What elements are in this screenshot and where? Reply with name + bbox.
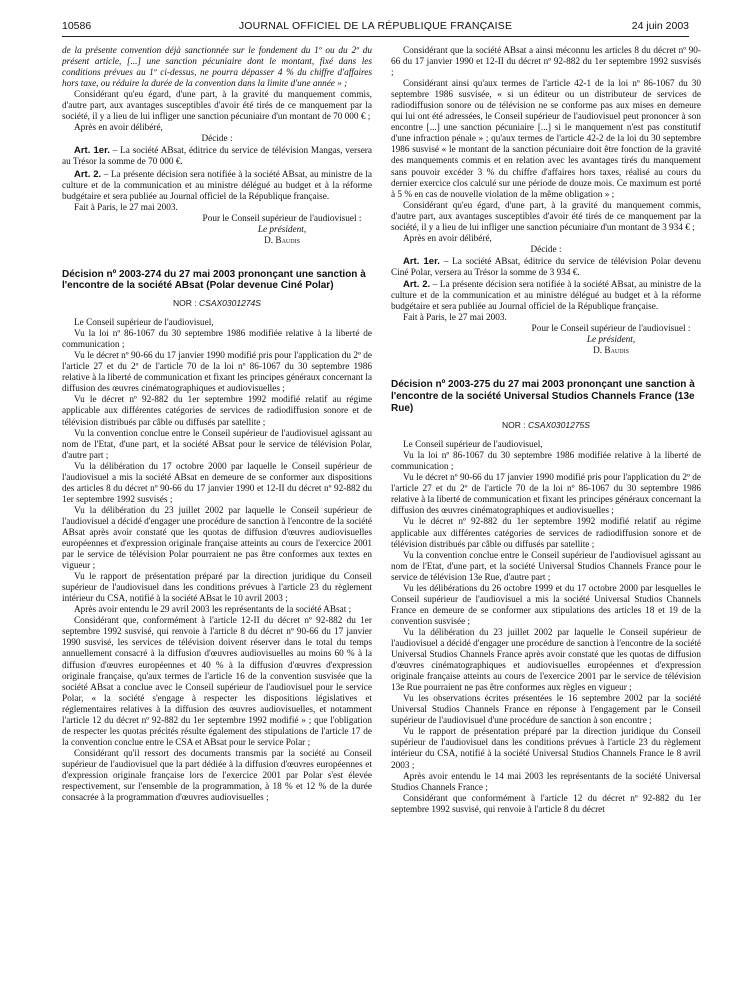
nor-reference	[62, 298, 372, 309]
paragraph: Vu la délibération du 23 juillet 2002 par laquelle le Conseil supérieur de l'audiovisuel a décidé d'engager une procédure de sanction à l'encontre de la société ABsat après avoir constaté que les quotas de diffusion d'œuvres audiovisuelles européennes et d'expression originale française atteints au cours de l'exercice 2001 par le service de télévision Polar pourraient ne pas être conformes aux textes en vigueur ;	[62, 505, 372, 572]
article-1	[391, 256, 701, 279]
header-rule	[62, 36, 689, 37]
nor-code: CSAX0301274S	[199, 298, 261, 309]
nor-code: CSAX0301275S	[528, 420, 590, 431]
article-label: Art. 2.	[74, 168, 102, 180]
nor-label: NOR :	[173, 298, 200, 309]
page-number: 10586	[62, 20, 92, 32]
paragraph: Après en avoir délibéré,	[74, 123, 163, 134]
signature-name: D. Baudis	[264, 235, 300, 246]
signature-title: Le président,	[257, 224, 307, 235]
paragraph: Considérant ainsi qu'aux termes de l'article 42-1 de la loi nº 86-1067 du 30 septembre 1986 susvisée, « si un éditeur ou un distributeur de services de radiodiffusion sonore ou de télévision ne se conforme pas aux mises en demeure qui lui ont été adressées, le Conseil supérieur de l'audiovisuel peut prononcer à son encontre [...] une sanction pécuniaire [...] si le manquement n'est pas constitutif d'une infraction pénale » ; qu'aux termes de l'article 42-2 de la loi du 30 septembre 1986 susvisé « le montant de la sanction pécuniaire doit être fonction de la gravité des manquements commis et en relation avec les avantages tirés du manquement sans pouvoir excéder 3 % du chiffre d'affaires hors taxes, réalisé au cours du dernier exercice clos calculé sur une période de douze mois. Ce maximum est porté à 5 % en cas de nouvelle violation de la même obligation » ;	[391, 79, 701, 200]
paragraph: Vu les délibérations du 26 octobre 1999 et du 17 octobre 2000 par lesquelles le Conseil supérieur de l'audiovisuel a mis la société Universal Studios Channels France en demeure de se conformer aux stipulations des articles 18 et 19 de la convention susvisée ;	[391, 583, 701, 627]
article-text: – La société ABsat, éditrice du service de télévision Mangas, versera au Trésor la somme de 70 000 €.	[62, 146, 372, 168]
decision-title: Décision nº 2003-274 du 27 mai 2003 prononçant une sanction à l'encontre de la société ABsat (Polar devenue Ciné Polar)	[62, 268, 366, 292]
paragraph: Considérant qu'eu égard, d'une part, à la gravité du manquement commis, d'autre part, aux avantages susceptibles d'avoir été tirés de ce manquement par la société, il y a lieu de lui infliger une sanction pécuniaire d'un montant de 3 934 € ;	[391, 200, 701, 233]
paragraph: Vu la loi nº 86-1067 du 30 septembre 1986 modifiée relative à la liberté de communication ;	[62, 329, 372, 351]
article-label: Art. 1er.	[74, 145, 110, 157]
signature-block	[192, 214, 372, 247]
done-at: Fait à Paris, le 27 mai 2003.	[74, 202, 178, 213]
signature-for: Pour le Conseil supérieur de l'audiovisuel :	[202, 213, 362, 224]
paragraph: Vu la délibération du 17 octobre 2000 par laquelle le Conseil supérieur de l'audiovisuel a mis la société ABsat en demeure de se conformer aux dispositions des articles 8 du décret nº 90-66 du 17 janvier 1990 et 12-II du décret nº 92-882 du 1er septembre 1992 susvisés ;	[62, 461, 372, 505]
article-text: – La société ABsat, éditrice du service de télévision Polar devenu Ciné Polar, versera au Trésor la somme de 3 934 €.	[391, 256, 701, 278]
paragraph: Le Conseil supérieur de l'audiovisuel,	[74, 318, 214, 329]
signature-block	[521, 324, 701, 357]
article-text: – La présente décision sera notifiée à la société ABsat, au ministre de la culture et de la communication et au ministre délégué au budget et à la réforme budgétaire et sera publiée au Journal officiel de la République française.	[62, 169, 372, 202]
paragraph: Considérant que, conformément à l'article 12-II du décret nº 92-882 du 1er septembre 1992 susvisé, qui renvoie à l'article 8 du décret nº 90-66 du 17 janvier 1990 susvisé, les services de télévision doivent réserver dans le total du temps annuellement consacré à la diffusion d'œuvres audiovisuelles au moins 60 % à la diffusion d'œuvres européennes et 40 % à la diffusion d'œuvres d'expression originale française, qu'aux termes de l'article 16 de la convention susvisée que la société ABsat a conclue avec le Conseil supérieur de l'audiovisuel pour le service Polar, « la société s'engage à respecter les dispositions législatives et réglementaires relatives à la diffusion des œuvres audiovisuelles, et notamment l'article 12 du décret nº 92-882 du 1er septembre 1992 modifié » ; que l'obligation de respecter les quotas précités résulte également des stipulations de l'article 17 de la convention conclue entre le CSA et ABsat pour le service Polar ;	[62, 616, 372, 748]
done-at: Fait à Paris, le 27 mai 2003.	[403, 313, 507, 324]
paragraph: Vu la loi nº 86-1067 du 30 septembre 1986 modifiée relative à la liberté de communication ;	[391, 451, 701, 473]
article-text: – La présente décision sera notifiée à la société ABsat, au ministre de la culture et de la communication et au ministre délégué au budget et à la réforme budgétaire et sera publiée au Journal officiel de la République française.	[391, 279, 701, 313]
signature-title: Le président,	[586, 335, 636, 346]
paragraph: Vu le décret nº 92-882 du 1er septembre 1992 modifié relatif au régime applicable aux différentes catégories de services de radiodiffusion sonore et de télévision distribués par câble ou diffusés par satellite ;	[391, 517, 701, 550]
right-column	[391, 46, 701, 981]
page-header	[62, 20, 689, 36]
journal-title: JOURNAL OFFICIEL DE LA RÉPUBLIQUE FRANÇAISE	[238, 20, 513, 32]
left-column	[62, 46, 372, 981]
paragraph: Considérant qu'il ressort des documents transmis par la société au Conseil supérieur de l'audiovisuel que la part dédiée à la diffusion d'œuvres européennes et d'expression originale française lors de l'exercice 2001 par Polar s'est élevée respectivement, sur l'ensemble de la programmation, à 18 % et 12 % de la durée consacrée à la programmation d'œuvres audiovisuelles ;	[62, 748, 372, 804]
paragraph: Vu la convention conclue entre le Conseil supérieur de l'audiovisuel agissant au nom de l'Etat, d'une part, et la société Universal Studios Channels France pour le service de télévision 13e Rue, d'autre part ;	[391, 550, 701, 583]
decide-heading: Décide :	[201, 134, 233, 145]
paragraph: Après en avoir délibéré,	[403, 233, 492, 244]
issue-date: 24 juin 2003	[631, 20, 689, 32]
signature-name: D. Baudis	[593, 346, 629, 357]
nor-reference	[391, 420, 701, 431]
paragraph: Vu la délibération du 23 juillet 2002 par laquelle le Conseil supérieur de l'audiovisuel a décidé d'engager une procédure de sanction à l'encontre de la société Universal Studios Channels France après avoir constaté que les quotas de diffusion d'œuvres cinématographiques et audiovisuelles européennes et d'expression originale française atteints au cours de l'exercice 2001 par le service de télévision 13e Rue pourraient ne pas être conformes aux règles en vigueur ;	[391, 627, 701, 694]
paragraph: Vu le décret nº 92-882 du 1er septembre 1992 modifié relatif au régime applicable aux différentes catégories de services de radiodiffusion sonore et de télévision distribués par câble ou diffusés par satellite ;	[62, 395, 372, 428]
nor-label: NOR :	[502, 420, 529, 431]
paragraph: Considérant qu'eu égard, d'une part, à la gravité du manquement commis, d'autre part, aux avantages susceptibles d'avoir été tirés de ce manquement par la société, il y a lieu de lui infliger une sanction pécuniaire d'un montant de 70 000 € ;	[62, 90, 372, 123]
paragraph: Considérant que conformément à l'article 12 du décret nº 92-882 du 1er septembre 1992 susvisé, qui renvoie à l'article 8 du décret	[391, 793, 701, 815]
paragraph: Vu la convention conclue entre le Conseil supérieur de l'audiovisuel agissant au nom de l'Etat, d'une part, et la société ABsat pour le service de télévision Polar, d'autre part ;	[62, 428, 372, 461]
article-1	[62, 145, 372, 168]
paragraph: Vu les observations écrites présentées le 16 septembre 2002 par la société Universal Studios Channels France en réponse à l'engagement par le Conseil supérieur de l'audiovisuel d'une procédure de sanction à son encontre ;	[391, 694, 701, 727]
intro-quote: de la présente convention déjà sanctionnée sur le fondement du 1º ou du 2º du présent article, [...] une sanction pécuniaire dont le montant, fixé dans les conditions prévues au 1º ci-dessus, ne pourra dépasser 4 % du chiffre d'affaires hors taxe, ou réduire la durée de la convention dans la limite d'une année » ;	[62, 46, 372, 90]
article-2	[62, 169, 372, 203]
paragraph: Considérant que la société ABsat a ainsi méconnu les articles 8 du décret nº 90-66 du 17 janvier 1990 et 12-II du décret nº 92-882 du 1er septembre 1992 susvisés ;	[391, 46, 701, 79]
article-label: Art. 2.	[403, 278, 431, 290]
paragraph: Après avoir entendu le 29 avril 2003 les représentants de la société ABsat ;	[74, 605, 352, 616]
paragraph: Après avoir entendu le 14 mai 2003 les représentants de la société Universal Studios Channels France ;	[391, 771, 701, 793]
paragraph: Vu le décret nº 90-66 du 17 janvier 1990 modifié pris pour l'application du 2º de l'article 27 et du 2º de l'article 70 de la loi nº 86-1067 du 30 septembre 1986 relative à la liberté de communication et fixant les principes généraux concernant la diffusion des œuvres cinématographiques et audiovisuelles ;	[391, 473, 701, 517]
decide-heading: Décide :	[530, 244, 562, 255]
paragraph: Vu le décret nº 90-66 du 17 janvier 1990 modifié pris pour l'application du 2º de l'article 27 et du 2º de l'article 70 de la loi nº 86-1067 du 30 septembre 1986 relative à la liberté de communication et fixant les principes généraux concernant la diffusion des œuvres cinématographiques et audiovisuelles ;	[62, 351, 372, 395]
article-2	[391, 279, 701, 313]
article-label: Art. 1er.	[403, 255, 440, 267]
paragraph: Le Conseil supérieur de l'audiovisuel,	[403, 440, 543, 451]
paragraph: Vu le rapport de présentation préparé par la direction juridique du Conseil supérieur de l'audiovisuel dans les conditions prévues à l'article 23 du règlement intérieur du CSA, notifié à la société Universal Studios Channels France le 8 avril 2003 ;	[391, 727, 701, 771]
decision-title: Décision nº 2003-275 du 27 mai 2003 prononçant une sanction à l'encontre de la société Universal Studios Channels France (13e Rue)	[391, 379, 695, 414]
paragraph: Vu le rapport de présentation préparé par la direction juridique du Conseil supérieur de l'audiovisuel dans les conditions prévues à l'article 23 du règlement intérieur du CSA, notifié à la société ABsat le 10 avril 2003 ;	[62, 572, 372, 605]
signature-for: Pour le Conseil supérieur de l'audiovisuel :	[531, 324, 691, 335]
